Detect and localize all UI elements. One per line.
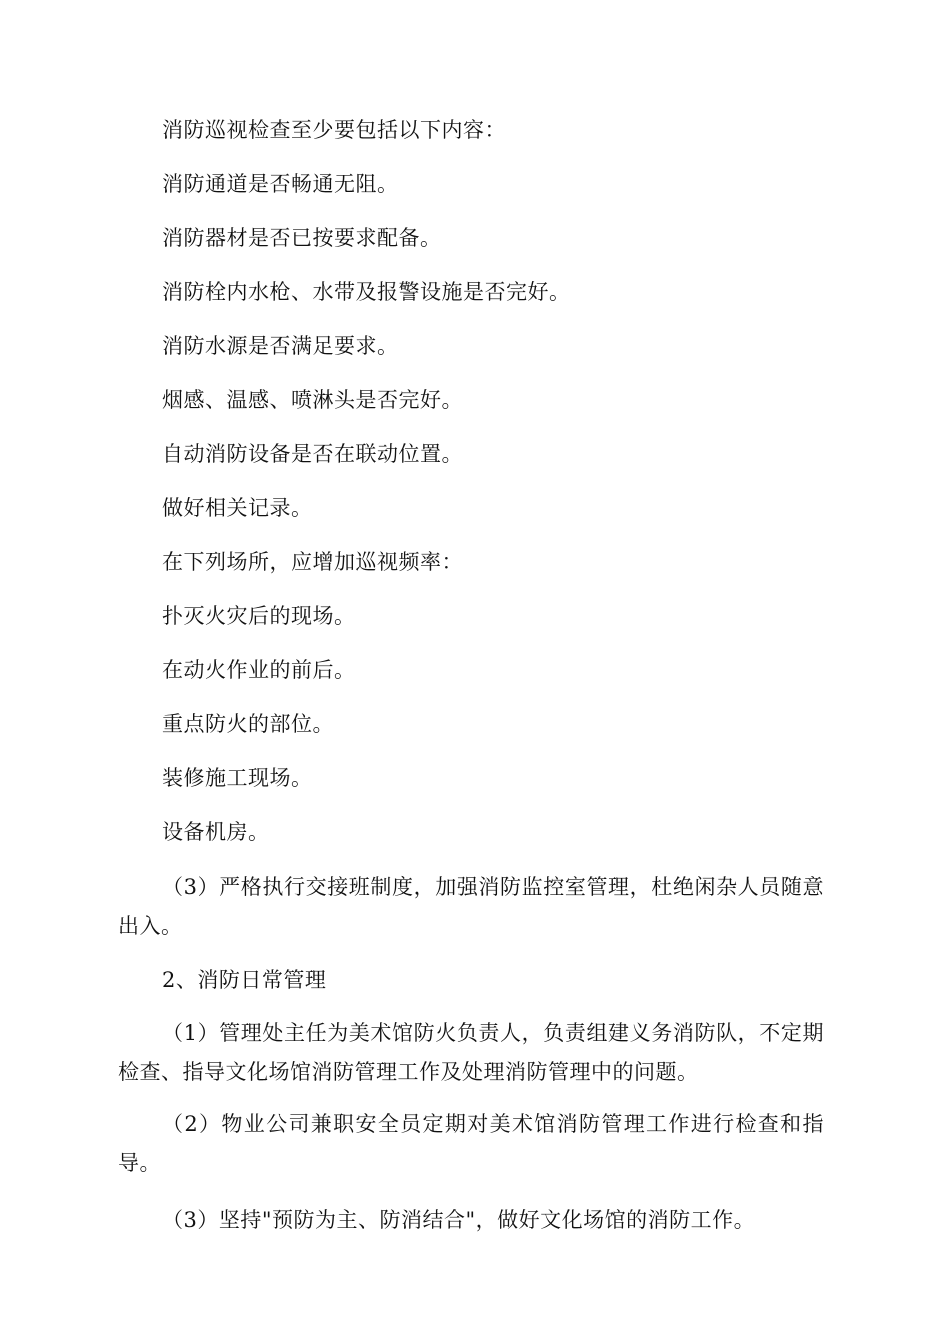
checklist-item-hydrant: 消防栓内水枪、水带及报警设施是否完好。 (162, 280, 571, 304)
location-item-key-areas: 重点防火的部位。 (162, 712, 334, 736)
paragraph-prevention: （3）坚持"预防为主、防消结合"，做好文化场馆的消防工作。 (162, 1208, 756, 1232)
checklist-item-fire-lanes: 消防通道是否畅通无阻。 (162, 172, 399, 196)
paragraph-director: （1）管理处主任为美术馆防火负责人，负责组建义务消防队，不定期检查、指导文化场馆消防管理工作及处理消防管理中的问题。 (118, 1021, 824, 1084)
location-item-after-fire: 扑灭火灾后的现场。 (162, 604, 356, 628)
section-heading: 2、消防日常管理 (162, 968, 327, 992)
checklist-item-detectors: 烟感、温感、喷淋头是否完好。 (162, 388, 463, 412)
location-item-renovation: 装修施工现场。 (162, 766, 313, 790)
checklist-item-auto-equipment: 自动消防设备是否在联动位置。 (162, 442, 463, 466)
frequency-intro: 在下列场所，应增加巡视频率： (162, 550, 463, 574)
checklist-item-water-source: 消防水源是否满足要求。 (162, 334, 399, 358)
paragraph-safety-officer: （2）物业公司兼职安全员定期对美术馆消防管理工作进行检查和指导。 (118, 1112, 824, 1175)
location-item-hot-work: 在动火作业的前后。 (162, 658, 356, 682)
inspection-intro: 消防巡视检查至少要包括以下内容： (162, 118, 506, 142)
paragraph-shift-handover: （3）严格执行交接班制度，加强消防监控室管理，杜绝闲杂人员随意出入。 (118, 875, 824, 938)
checklist-item-records: 做好相关记录。 (162, 496, 313, 520)
checklist-item-equipment: 消防器材是否已按要求配备。 (162, 226, 442, 250)
location-item-machine-room: 设备机房。 (162, 820, 270, 844)
